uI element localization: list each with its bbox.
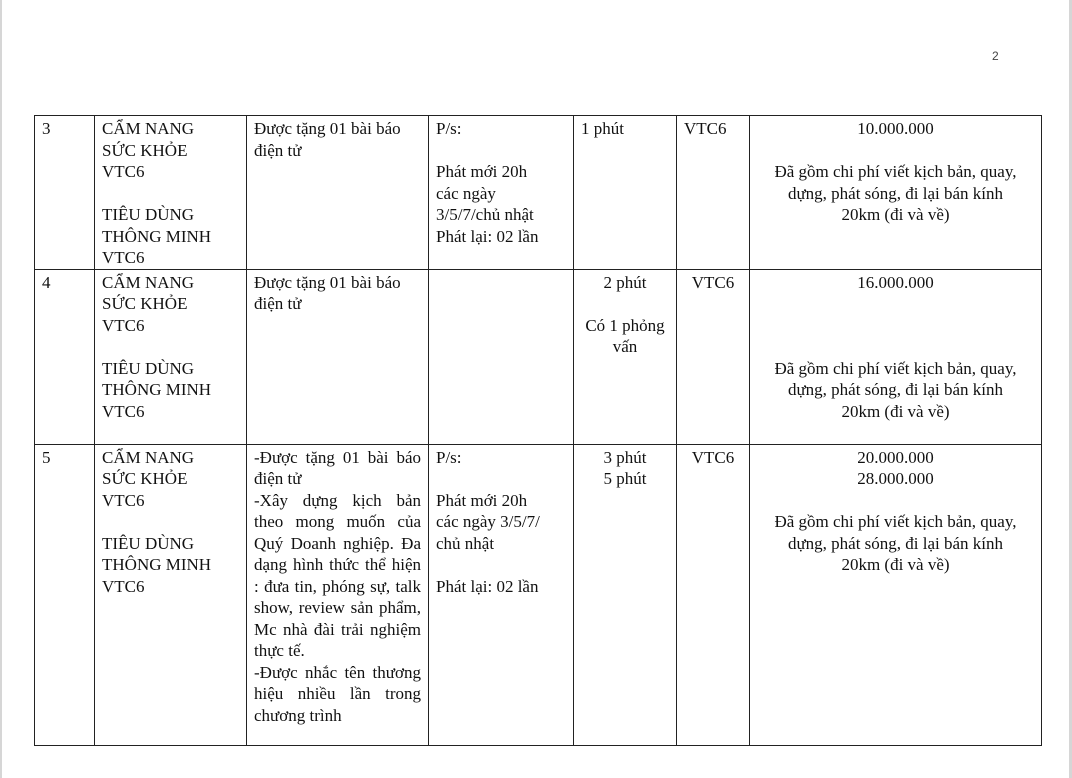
channel-name: VTC6 [691,272,735,292]
program-cell [95,116,247,270]
price-line: 20km (đi và về) [841,401,950,421]
broadcast-schedule-cell [429,444,574,745]
benefit-cell [247,444,429,745]
price-line: 10.000.000 [857,119,934,138]
price-line: dựng, phát sóng, đi lại bán kính [787,533,1004,553]
price-line: 20km (đi và về) [841,555,950,574]
price-line: Đã gồm chi phí viết kịch bản, quay, [774,358,1017,378]
row-number-cell [35,116,95,270]
duration-cell [574,269,677,444]
price-line: 20km (đi và về) [841,205,950,224]
benefit-line: điện tử [254,140,302,160]
duration-line: 3 phút [603,447,647,467]
page-number: 2 [992,49,999,63]
table-row [35,116,1042,270]
channel-cell [677,116,750,270]
price-cell [750,444,1042,745]
program-line: VTC6 [102,490,145,510]
benefit-line: Được tặng 01 bài báo [254,119,401,138]
program-line: TIÊU DÙNG [102,533,195,553]
broadcast-schedule-cell [429,269,574,444]
benefit-paragraph: -Được tặng 01 bài báo điện tử [254,447,421,488]
row-number-cell [35,444,95,745]
duration-line: Có 1 phỏng [585,315,665,335]
blank-line [436,140,566,162]
price-line: dựng, phát sóng, đi lại bán kính [787,380,1004,399]
price-line: 20.000.000 [857,447,934,467]
channel-cell [677,269,750,444]
blank-line [757,140,1034,162]
duration-line: 5 phút [603,469,647,488]
program-line: THÔNG MINH [102,380,212,399]
program-line: TIÊU DÙNG [102,205,195,224]
channel-name: VTC6 [684,119,727,138]
row-number: 5 [42,447,51,467]
schedule-line: Phát lại: 02 lần [436,226,539,246]
benefit-cell [247,269,429,444]
program-line: CẨM NANG [102,272,195,292]
program-line: TIÊU DÙNG [102,358,195,378]
schedule-line: 3/5/7/chủ nhật [436,205,534,224]
program-line: VTC6 [102,576,145,596]
price-cell [750,116,1042,270]
benefit-cell [247,116,429,270]
row-number-cell [35,269,95,444]
schedule-line: các ngày [436,183,496,203]
blank-line [757,293,1034,315]
duration-cell [574,444,677,745]
row-number: 4 [42,272,51,292]
blank-line [102,336,239,358]
program-line: THÔNG MINH [102,226,212,246]
program-line: VTC6 [102,248,145,267]
blank-line [757,336,1034,358]
channel-cell [677,444,750,745]
price-line: dựng, phát sóng, đi lại bán kính [787,183,1004,203]
price-line: 28.000.000 [857,469,934,488]
benefit-line: Được tặng 01 bài báo [254,272,401,292]
program-line: CẨM NANG [102,119,195,138]
schedule-line: chủ nhật [436,533,495,553]
program-line: SỨC KHỎE [102,469,188,488]
price-line: 16.000.000 [857,272,934,292]
blank-line [757,490,1034,512]
schedule-line: Phát lại: 02 lần [436,576,539,596]
table-row [35,444,1042,745]
price-line: Đã gồm chi phí viết kịch bản, quay, [774,512,1017,531]
program-line: VTC6 [102,401,145,421]
benefit-paragraph: -Xây dựng kịch bản theo mong muốn của Quý Doanh nghiệp. Đa dạng hình thức thể hiện : đưa tin, phóng sự, talk show, review sản phẩm, Mc nhà đài trải nghiệm thực tế. [254,490,421,660]
duration-line: 2 phút [603,272,647,292]
schedule-line: P/s: [436,119,462,138]
program-line: SỨC KHỎE [102,294,188,313]
blank-line [436,554,566,576]
blank-line [102,183,239,205]
blank-line [581,293,669,315]
blank-line [436,468,566,490]
price-line: Đã gồm chi phí viết kịch bản, quay, [774,162,1017,181]
schedule-line: các ngày 3/5/7/ [436,512,540,531]
channel-name: VTC6 [691,447,735,467]
schedule-line: Phát mới 20h [436,162,528,181]
duration-line: vấn [612,337,638,356]
program-line: VTC6 [102,315,145,335]
blank-line [757,315,1034,337]
table-body [35,116,1042,746]
blank-line [102,511,239,533]
program-line: CẨM NANG [102,447,195,467]
program-line: VTC6 [102,162,145,181]
schedule-line: Phát mới 20h [436,490,528,510]
program-line: THÔNG MINH [102,555,212,574]
benefit-line: điện tử [254,294,302,313]
price-cell [750,269,1042,444]
table-row [35,269,1042,444]
duration-line: 1 phút [581,119,624,138]
broadcast-schedule-cell [429,116,574,270]
program-line: SỨC KHỎE [102,140,188,160]
page-left-edge [0,0,2,778]
pricing-table [34,115,1042,746]
row-number: 3 [42,119,51,138]
program-cell [95,269,247,444]
duration-cell [574,116,677,270]
program-cell [95,444,247,745]
benefit-paragraph: -Được nhắc tên thương hiệu nhiều lần trong chương trình [254,662,421,725]
schedule-line: P/s: [436,447,462,467]
